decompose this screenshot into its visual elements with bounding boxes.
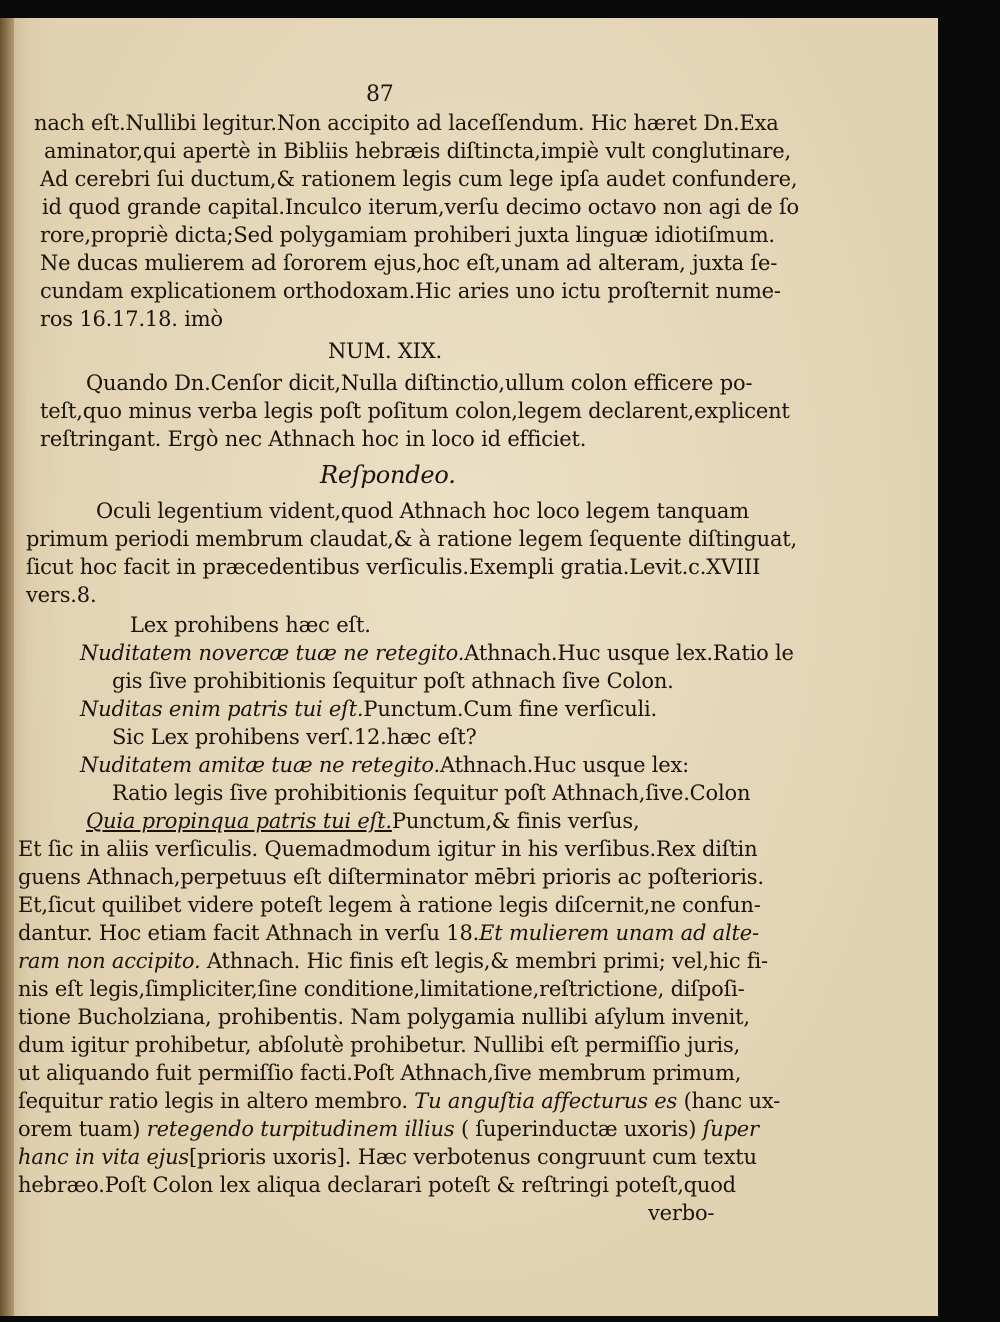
text-run: Punctum,& finis verſus,: [391, 809, 640, 833]
text-run: ſequitur ratio legis in altero membro.: [18, 1089, 408, 1113]
text-line: primum periodi membrum claudat,& à ratione legem ſequente diſtinguat,: [26, 527, 798, 551]
text-run: Athnach.Huc usque lex:: [439, 753, 690, 777]
quoted-verse: hanc in vita ejus: [18, 1145, 189, 1169]
book-page: [0, 18, 938, 1316]
text-line: ut aliquando fuit permiſſio facti.Poſt Athnach,ſive membrum primum,: [18, 1061, 742, 1085]
text-line: tione Bucholziana, prohibentis. Nam polygamia nullibi aſylum invenit,: [18, 1005, 750, 1029]
text-line: reſtringant. Ergò nec Athnach hoc in loco id efficiet.: [40, 427, 587, 451]
text-line: Et ſic in aliis verſiculis. Quemadmodum igitur in his verſibus.Rex diſtin: [18, 837, 758, 861]
text-line: ſicut hoc facit in præcedentibus verſiculis.Exempli gratia.Levit.c.XVIII: [26, 555, 761, 579]
quoted-verse: Nuditatem amitæ tuæ ne retegito.: [80, 753, 440, 777]
text-line: dum igitur prohibetur, abſolutè prohibetur. Nullibi eſt permiſſio juris,: [18, 1033, 740, 1057]
quoted-verse: ſuper: [702, 1117, 759, 1141]
section-heading: NUM. XIX.: [328, 339, 442, 363]
text-line: gis ſive prohibitionis ſequitur poſt athnach ſive Colon.: [112, 669, 674, 693]
text-line: [80, 696, 657, 722]
text-line: aminator,qui apertè in Bibliis hebræis diſtincta,impiè vult conglutinare,: [44, 139, 791, 163]
text-line: [18, 1088, 780, 1114]
text-line: Oculi legentium vident,quod Athnach hoc loco legem tanquam: [96, 499, 749, 523]
text-line: [86, 808, 639, 834]
section-subheading: Reſpondeo.: [320, 461, 456, 489]
text-line: nis eſt legis,ſimpliciter,ſine conditione,limitatione,reſtrictione, diſpoſi-: [18, 977, 745, 1001]
text-run: ( ſuperinductæ uxoris): [460, 1117, 697, 1141]
text-line: [80, 752, 689, 778]
quoted-verse: Quia propinqua patris tui eſt.: [86, 809, 392, 833]
catchword: verbo-: [648, 1201, 715, 1225]
text-run: (hanc ux-: [683, 1089, 781, 1113]
page-text: [0, 18, 938, 1316]
text-line: teſt,quo minus verba legis poſt poſitum colon,legem declarent,explicent: [40, 399, 790, 423]
text-line: Quando Dn.Cenſor dicit,Nulla diſtinctio,ullum colon efficere po-: [86, 371, 753, 395]
text-run: [prioris uxoris]. Hæc verbotenus congruunt cum textu: [188, 1145, 757, 1169]
text-run: dantur. Hoc etiam facit Athnach in verſu 18.: [18, 921, 480, 945]
text-line: [18, 948, 768, 974]
text-line: vers.8.: [26, 583, 97, 607]
text-line: hebræo.Poſt Colon lex aliqua declarari poteſt & reſtringi poteſt,quod: [18, 1173, 736, 1197]
text-line: Et,ſicut quilibet videre poteſt legem à ratione legis diſcernit,ne confun-: [18, 893, 761, 917]
text-line: [18, 920, 759, 946]
quoted-verse: retegendo turpitudinem illius: [146, 1117, 455, 1141]
text-run: Punctum.Cum fine verſiculi.: [363, 697, 658, 721]
text-line: guens Athnach,perpetuus eſt diſterminator mēbri prioris ac poſterioris.: [18, 865, 764, 889]
text-line: Ratio legis ſive prohibitionis ſequitur poſt Athnach,ſive.Colon: [112, 781, 751, 805]
quoted-verse: Tu anguſtia affecturus es: [414, 1089, 678, 1113]
text-line: Ne ducas mulierem ad ſororem ejus,hoc eſt,unam ad alteram, juxta ſe-: [40, 251, 778, 275]
text-line: [18, 1144, 757, 1170]
text-run: orem tuam): [18, 1117, 141, 1141]
quoted-verse: Nuditas enim patris tui eſt.: [80, 697, 364, 721]
text-line: Ad cerebri ſui ductum,& rationem legis cum lege ipſa audet confundere,: [40, 167, 798, 191]
text-line: nach eſt.Nullibi legitur.Non accipito ad laceſſendum. Hic hæret Dn.Exa: [34, 111, 779, 135]
text-line: [80, 640, 794, 666]
quoted-verse: Et mulierem unam ad alte-: [479, 921, 759, 945]
page-number: 87: [366, 82, 394, 107]
text-line: Lex prohibens hæc eſt.: [130, 613, 371, 637]
text-line: ros 16.17.18. imò: [40, 307, 223, 331]
text-line: Sic Lex prohibens verſ.12.hæc eſt?: [112, 725, 477, 749]
text-run: Athnach.Huc usque lex.Ratio le: [464, 641, 794, 665]
text-line: cundam explicationem orthodoxam.Hic aries uno ictu proſternit nume-: [40, 279, 781, 303]
quoted-verse: Nuditatem novercæ tuæ ne retegito.: [80, 641, 465, 665]
quoted-verse: ram non accipito.: [18, 949, 201, 973]
text-line: [18, 1116, 759, 1142]
text-run: Athnach. Hic finis eſt legis,& membri primi; vel,hic fi-: [206, 949, 768, 973]
text-line: id quod grande capital.Inculco iterum,verſu decimo octavo non agi de ſo: [42, 195, 799, 219]
text-line: rore,propriè dicta;Sed polygamiam prohiberi juxta linguæ idiotiſmum.: [40, 223, 775, 247]
